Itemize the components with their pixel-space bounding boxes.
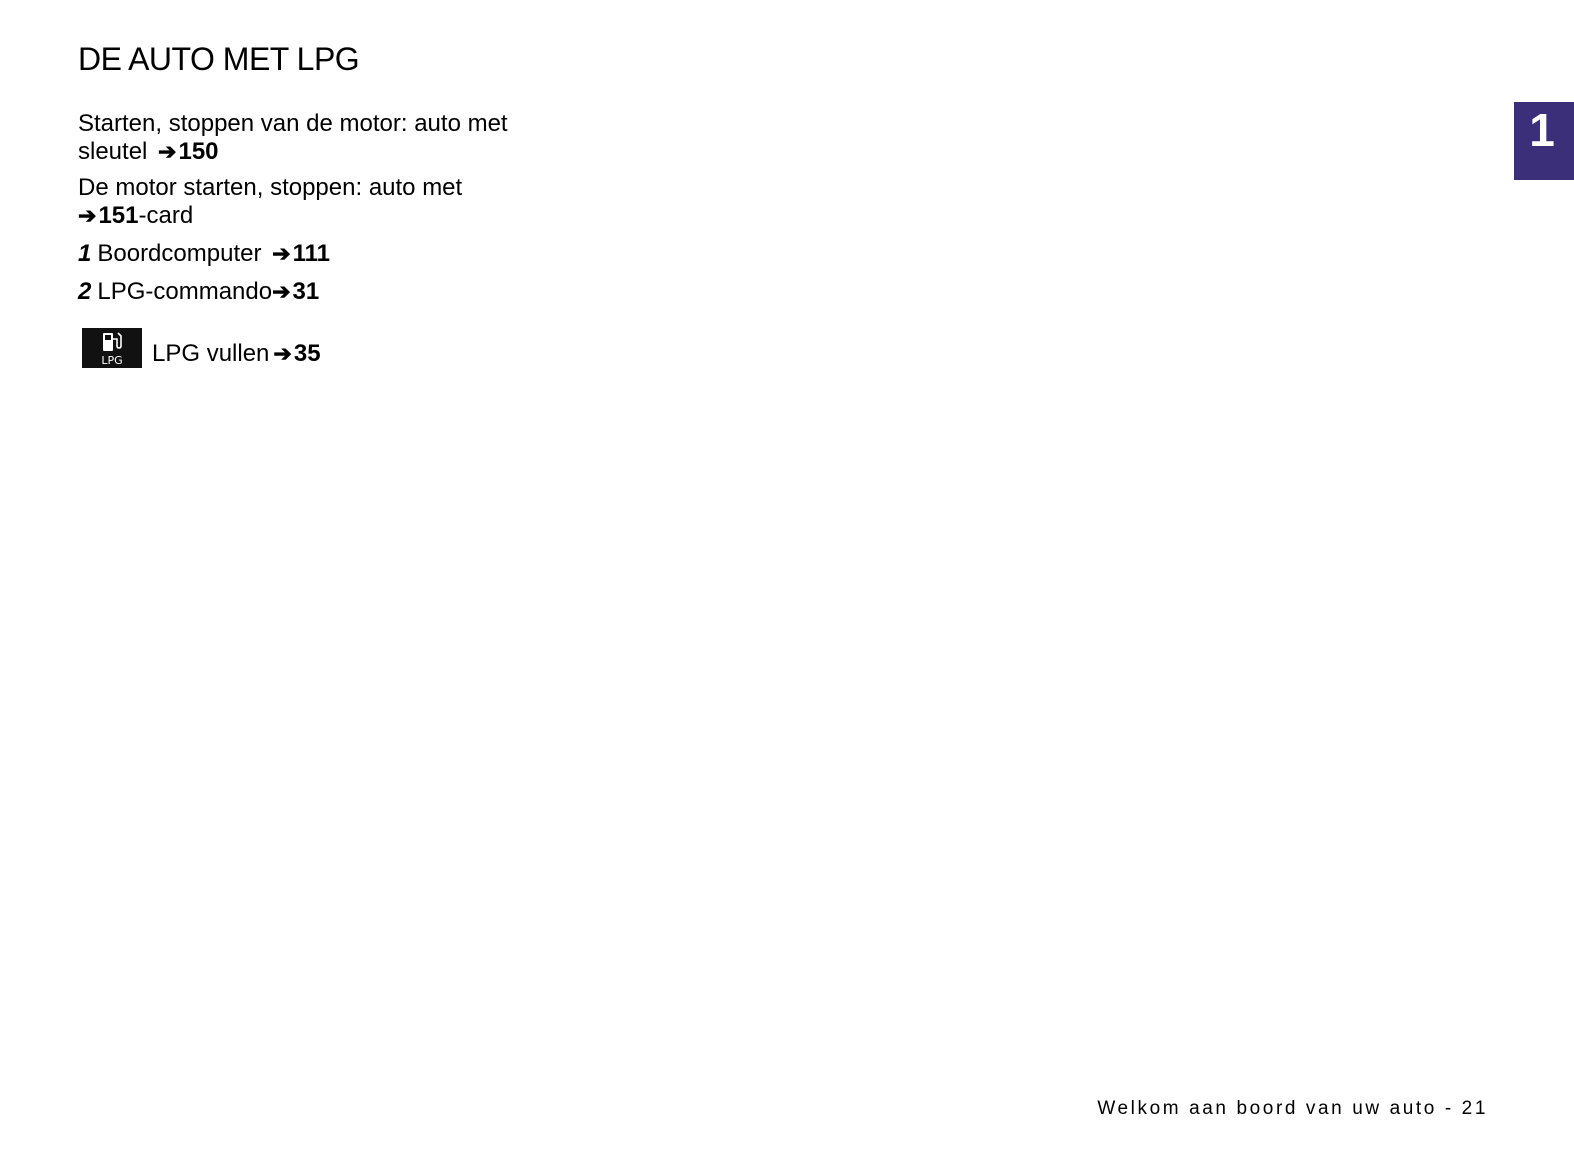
page-footer: Welkom aan boord van uw auto - 21 xyxy=(1097,1098,1488,1119)
arrow-icon: ➔ xyxy=(272,241,291,266)
page-reference-link[interactable]: 35 xyxy=(293,340,321,367)
arrow-icon: ➔ xyxy=(78,203,97,228)
entry-text: Starten, stoppen van de motor: auto met sleutel xyxy=(78,110,508,165)
arrow-icon: ➔ xyxy=(273,341,292,366)
lpg-icon-label: LPG xyxy=(101,354,123,367)
callout-number: 2 xyxy=(78,278,92,305)
entry-text: Boordcomputer xyxy=(97,240,262,267)
page-title: DE AUTO MET LPG xyxy=(78,41,360,77)
list-item xyxy=(78,240,508,268)
chapter-tab[interactable]: 1 xyxy=(1514,102,1574,180)
list-item xyxy=(78,328,508,368)
reference-list xyxy=(78,110,508,368)
arrow-icon: ➔ xyxy=(272,279,291,304)
page-reference-link[interactable]: 31 xyxy=(292,278,320,305)
entry-text: LPG-commando xyxy=(97,278,273,305)
page-reference-link[interactable]: 151 xyxy=(98,202,139,229)
list-item xyxy=(78,278,508,306)
page-reference-link[interactable]: 150 xyxy=(178,138,219,165)
entry-text: LPG vullen xyxy=(152,340,270,367)
list-item xyxy=(78,110,508,166)
entry-text-suffix: -card xyxy=(138,202,194,229)
callout-number: 1 xyxy=(78,240,92,267)
entry-text: De motor starten, stoppen: auto met xyxy=(78,174,463,201)
arrow-icon: ➔ xyxy=(158,139,177,164)
page-reference-link[interactable]: 111 xyxy=(292,240,330,267)
list-item xyxy=(78,174,508,230)
lpg-fuel-pump-icon xyxy=(82,328,142,368)
